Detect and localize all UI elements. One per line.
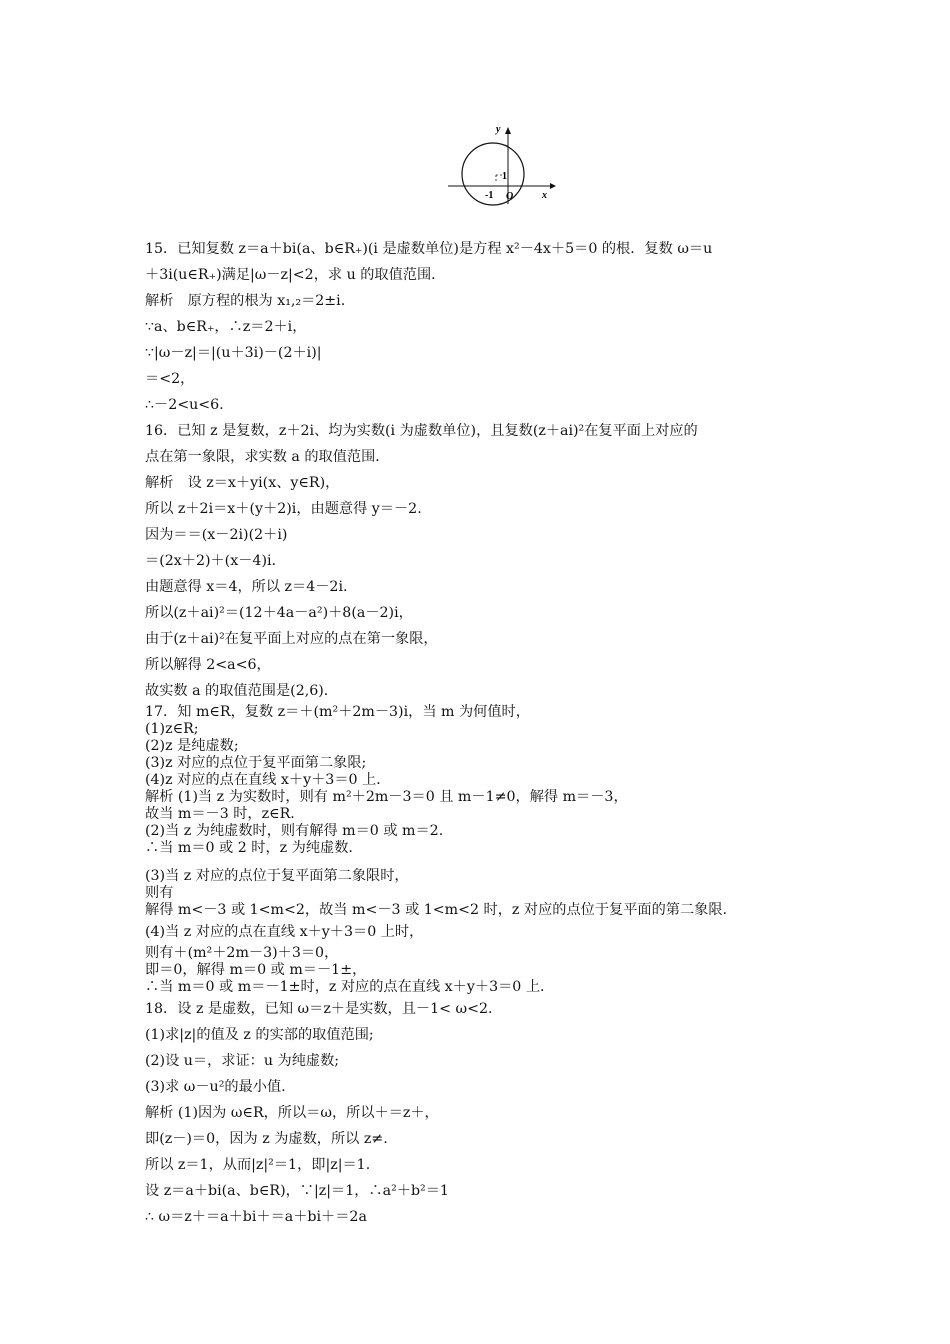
solution-17-line-8: (4)当 z 对应的点在直线 x＋y＋3＝0 上时， xyxy=(145,924,424,940)
document-body xyxy=(145,236,815,1230)
solution-18-line-1: 解析 (1)因为 ω∈R，所以＝ω，所以＋＝z＋， xyxy=(145,1105,439,1121)
problem-15-line-2: ＋3i(u∈R₊)满足|ω－z|<2，求 u 的取值范围． xyxy=(145,267,446,283)
solution-17-line-9: 则有＋(m²＋2m－3)＋3＝0， xyxy=(145,945,339,961)
problem-18-line-1: 18．设 z 是虚数，已知 ω＝z＋是实数，且－1< ω<2. xyxy=(145,1001,493,1017)
solution-17-line-6: 则有 xyxy=(145,885,174,901)
y-axis-arrow xyxy=(505,127,511,134)
problem-18-part-2: (2)设 u＝，求证：u 为纯虚数; xyxy=(145,1053,340,1069)
solution-17-line-4: ∴当 m＝0 或 2 时，z 为纯虚数. xyxy=(145,840,353,856)
problem-17-part-4: (4)z 对应的点在直线 x＋y＋3＝0 上． xyxy=(145,772,391,788)
solution-16-line-8: 所以解得 2<a<6， xyxy=(145,657,271,673)
x-axis-label: x xyxy=(542,190,547,201)
solution-16-line-3: 因为＝＝(x－2i)(2＋i) xyxy=(145,527,288,543)
problem-17-part-3: (3)z 对应的点位于复平面第二象限; xyxy=(145,755,367,771)
solution-16-line-9: 故实数 a 的取值范围是(2,6)． xyxy=(145,683,338,699)
solution-16-line-6: 所以(z＋ai)²＝(12＋4a－a²)＋8(a－2)i， xyxy=(145,605,413,621)
solution-16-line-7: 由于(z＋ai)²在复平面上对应的点在第一象限， xyxy=(145,631,438,647)
problem-18-part-3: (3)求 ω－u²的最小值. xyxy=(145,1079,286,1095)
problem-17-line-1: 17．知 m∈R，复数 z＝＋(m²＋2m－3)i，当 m 为何值时， xyxy=(145,704,530,720)
solution-17-line-5: (3)当 z 对应的点位于复平面第二象限时， xyxy=(145,868,409,884)
solution-18-line-2: 即(z－)＝0，因为 z 为虚数，所以 z≠. xyxy=(145,1131,388,1147)
problem-15-line-1: 15．已知复数 z＝a＋bi(a、b∈R₊)(i 是虚数单位)是方程 x²－4x＋5＝0 的根．复数 ω＝u xyxy=(145,241,713,257)
solution-18-line-4: 设 z＝a＋bi(a、b∈R)，∵|z|＝1，∴a²＋b²＝1 xyxy=(145,1183,449,1199)
origin-label: O xyxy=(506,191,514,202)
solution-17-line-1: 解析 (1)当 z 为实数时，则有 m²＋2m－3＝0 且 m－1≠0，解得 m＝－3， xyxy=(145,789,628,805)
solution-17-line-10: 即＝0，解得 m＝0 或 m＝－1±， xyxy=(145,962,367,978)
y-tick-label: 1 xyxy=(502,171,507,182)
solution-15-line-5: ∴－2<u<6. xyxy=(145,397,224,413)
solution-17-line-11: ∴当 m＝0 或 m＝－1±时，z 对应的点在直线 x＋y＋3＝0 上． xyxy=(145,979,555,995)
x-axis-arrow xyxy=(550,183,556,189)
solution-17-line-2: 故当 m＝－3 时，z∈R. xyxy=(145,806,295,822)
solution-16-line-2: 所以 z＋2i＝x＋(y＋2)i，由题意得 y＝－2. xyxy=(145,501,422,517)
solution-16-line-5: 由题意得 x＝4，所以 z＝4－2i. xyxy=(145,579,348,595)
y-axis-label: y xyxy=(496,124,501,135)
solution-16-line-1: 解析 设 z＝x＋yi(x、y∈R)， xyxy=(145,475,340,491)
problem-16-line-2: 点在第一象限，求实数 a 的取值范围． xyxy=(145,449,390,465)
solution-17-line-7: 解得 m<－3 或 1<m<2，故当 m<－3 或 1<m<2 时，z 对应的点位于复平面的第二象限. xyxy=(145,902,728,918)
solution-15-line-4: ＝<2， xyxy=(145,371,195,387)
x-tick-label: -1 xyxy=(485,190,494,201)
problem-18-part-1: (1)求|z|的值及 z 的实部的取值范围; xyxy=(145,1027,374,1043)
solution-18-line-3: 所以 z＝1，从而|z|²＝1，即|z|＝1. xyxy=(145,1157,371,1173)
problem-16-line-1: 16．已知 z 是复数，z＋2i、均为实数(i 为虚数单位)，且复数(z＋ai)²在复平面上对应的 xyxy=(145,423,698,439)
problem-17-part-2: (2)z 是纯虚数; xyxy=(145,738,239,754)
circle-coordinate-figure xyxy=(438,120,558,208)
problem-17-part-1: (1)z∈R; xyxy=(145,721,199,737)
solution-17-line-3: (2)当 z 为纯虚数时，则有解得 m＝0 或 m＝2. xyxy=(145,823,444,839)
solution-16-line-4: ＝(2x＋2)＋(x－4)i. xyxy=(145,553,277,569)
solution-18-line-5: ∴ ω＝z＋＝a＋bi＋＝a＋bi＋＝2a xyxy=(145,1209,367,1225)
solution-15-line-1: 解析 原方程的根为 x₁,₂＝2±i. xyxy=(145,293,346,309)
spacer xyxy=(145,857,815,868)
solution-15-line-3: ∵|ω－z|＝|(u＋3i)－(2＋i)| xyxy=(145,345,322,361)
solution-15-line-2: ∵a、b∈R₊，∴z＝2＋i， xyxy=(145,319,307,335)
